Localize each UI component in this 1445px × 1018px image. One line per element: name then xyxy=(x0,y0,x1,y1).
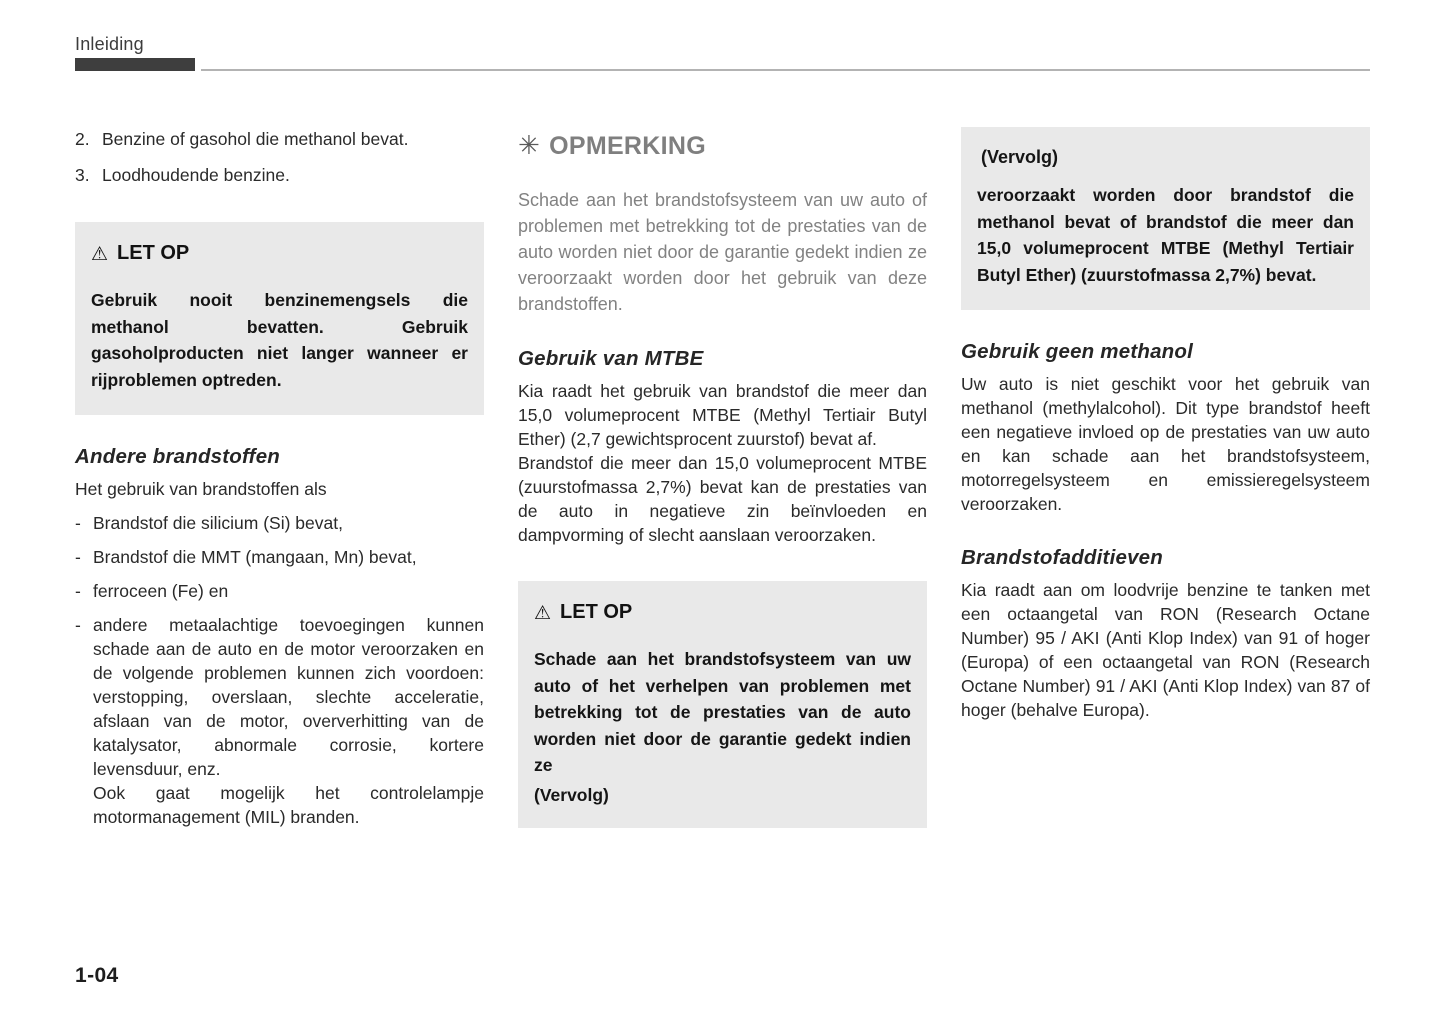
note-block xyxy=(518,131,927,317)
note-body: Schade aan het brandstofsysteem van uw auto of problemen met betrekking tot de prestaties van de auto worden niet door de garantie gedekt indien ze veroorzaakt worden door het gebruik van deze brandstoffen. xyxy=(518,190,927,314)
page-header xyxy=(75,34,1370,71)
mtbe-paragraph-1: Kia raadt het gebruik van brandstof die meer dan 15,0 volumeprocent MTBE (Methyl Tertiair Butyl Ether) (2,7 gewichtsprocent zuurstof) bevat af. xyxy=(518,381,927,449)
section-heading-brandstofadditieven: Brandstofadditieven xyxy=(961,546,1163,569)
bullet-dash: - xyxy=(75,513,81,533)
caution-box-title xyxy=(534,601,911,624)
caution-box-body: Schade aan het brandstofsysteem van uw auto of het verhelpen van problemen met betrekking tot de prestaties van de auto worden niet door de garantie gedekt indien ze xyxy=(534,649,911,775)
header-rule xyxy=(75,58,1370,71)
note-title xyxy=(518,131,927,161)
header-underline-bar xyxy=(75,58,195,71)
no-methanol-body: Uw auto is niet geschikt voor het gebruik van methanol (methylalcohol). Dit type brandstof heeft een negatieve invloed op de prestaties van uw auto en kan schade aan het brandstofsysteem, motorregelsysteem en emissieregelsysteem veroorzaken. xyxy=(961,374,1370,514)
bullet-item xyxy=(75,579,484,603)
bullet-item xyxy=(75,511,484,535)
list-text: Loodhoudende benzine. xyxy=(102,165,290,185)
bullet-text: Brandstof die silicium (Si) bevat, xyxy=(93,513,343,533)
continuation-marker: (Vervolg) xyxy=(534,784,609,805)
additives-body: Kia raadt aan om loodvrije benzine te tanken met een octaangetal van RON (Research Octane Number) 95 / AKI (Anti Klop Index) van 91 of hoger (Europa) of een octaangetal van RON (Research Octane Number) 91 / AKI (Anti Klop Index) van 87 of hoger (behalve Europa). xyxy=(961,580,1370,720)
asterisk-icon: ✳ xyxy=(518,131,541,161)
caution-box-title xyxy=(91,242,468,265)
bullet-item xyxy=(75,545,484,569)
bullet-dash: - xyxy=(75,581,81,601)
column-middle xyxy=(518,127,927,829)
bullet-continuation-text: Ook gaat mogelijk het controlelampje motormanagement (MIL) branden. xyxy=(93,783,484,827)
caution-box-body: Gebruik nooit benzinemengsels die methanol bevatten. Gebruik gasoholproducten niet langer wanneer er rijproblemen optreden. xyxy=(91,290,468,390)
bullet-dash: - xyxy=(75,615,81,635)
list-text: Benzine of gasohol die methanol bevat. xyxy=(102,129,409,149)
column-right xyxy=(961,127,1370,829)
numbered-list-item xyxy=(75,127,484,152)
header-divider-line xyxy=(201,69,1370,71)
section-heading-gebruik-geen-methanol: Gebruik geen methanol xyxy=(961,340,1194,363)
section-heading-andere-brandstoffen: Andere brandstoffen xyxy=(75,445,281,468)
page-number: 1-04 xyxy=(75,964,119,987)
caution-title-text: LET OP xyxy=(117,242,190,264)
list-number: 3. xyxy=(75,165,90,185)
caution-title-text: LET OP xyxy=(560,601,633,623)
caution-continuation-box xyxy=(961,127,1370,310)
continuation-label: (Vervolg) xyxy=(981,147,1059,167)
caution-box xyxy=(75,222,484,415)
numbered-list-item xyxy=(75,163,484,188)
warning-triangle-icon: ⚠ xyxy=(91,242,109,265)
note-title-text: OPMERKING xyxy=(549,131,706,160)
caution-box xyxy=(518,581,927,828)
bullet-item xyxy=(75,613,484,781)
bullet-text: ferroceen (Fe) en xyxy=(93,581,229,601)
section-heading-gebruik-van-mtbe: Gebruik van MTBE xyxy=(518,347,704,370)
content-columns xyxy=(75,127,1370,829)
bullet-text: Brandstof die MMT (mangaan, Mn) bevat, xyxy=(93,547,417,567)
continuation-body: veroorzaakt worden door brandstof die methanol bevat of brandstof die meer dan 15,0 volumeprocent MTBE (Methyl Tertiair Butyl Ether) (zuurstofmassa 2,7%) bevat. xyxy=(977,185,1354,285)
bullet-dash: - xyxy=(75,547,81,567)
list-number: 2. xyxy=(75,129,90,149)
warning-triangle-icon: ⚠ xyxy=(534,601,552,624)
column-left xyxy=(75,127,484,829)
chapter-title: Inleiding xyxy=(75,34,144,54)
bullet-text: andere metaalachtige toevoegingen kunnen schade aan de auto en de motor veroorzaken en de volgende problemen kunnen zich voordoen: verstopping, overslaan, slechte acceleratie, afslaan van de motor, oververhitting van de katalysator, abnormale corrosie, kortere levensduur, enz. xyxy=(93,615,484,779)
section-intro: Het gebruik van brandstoffen als xyxy=(75,479,327,499)
mtbe-paragraph-2: Brandstof die meer dan 15,0 volumeprocent MTBE (zuurstofmassa 2,7%) bevat kan de prestaties van de auto in negatieve zin beïnvloeden en dampvorming of slecht aanslaan veroorzaken. xyxy=(518,453,927,545)
